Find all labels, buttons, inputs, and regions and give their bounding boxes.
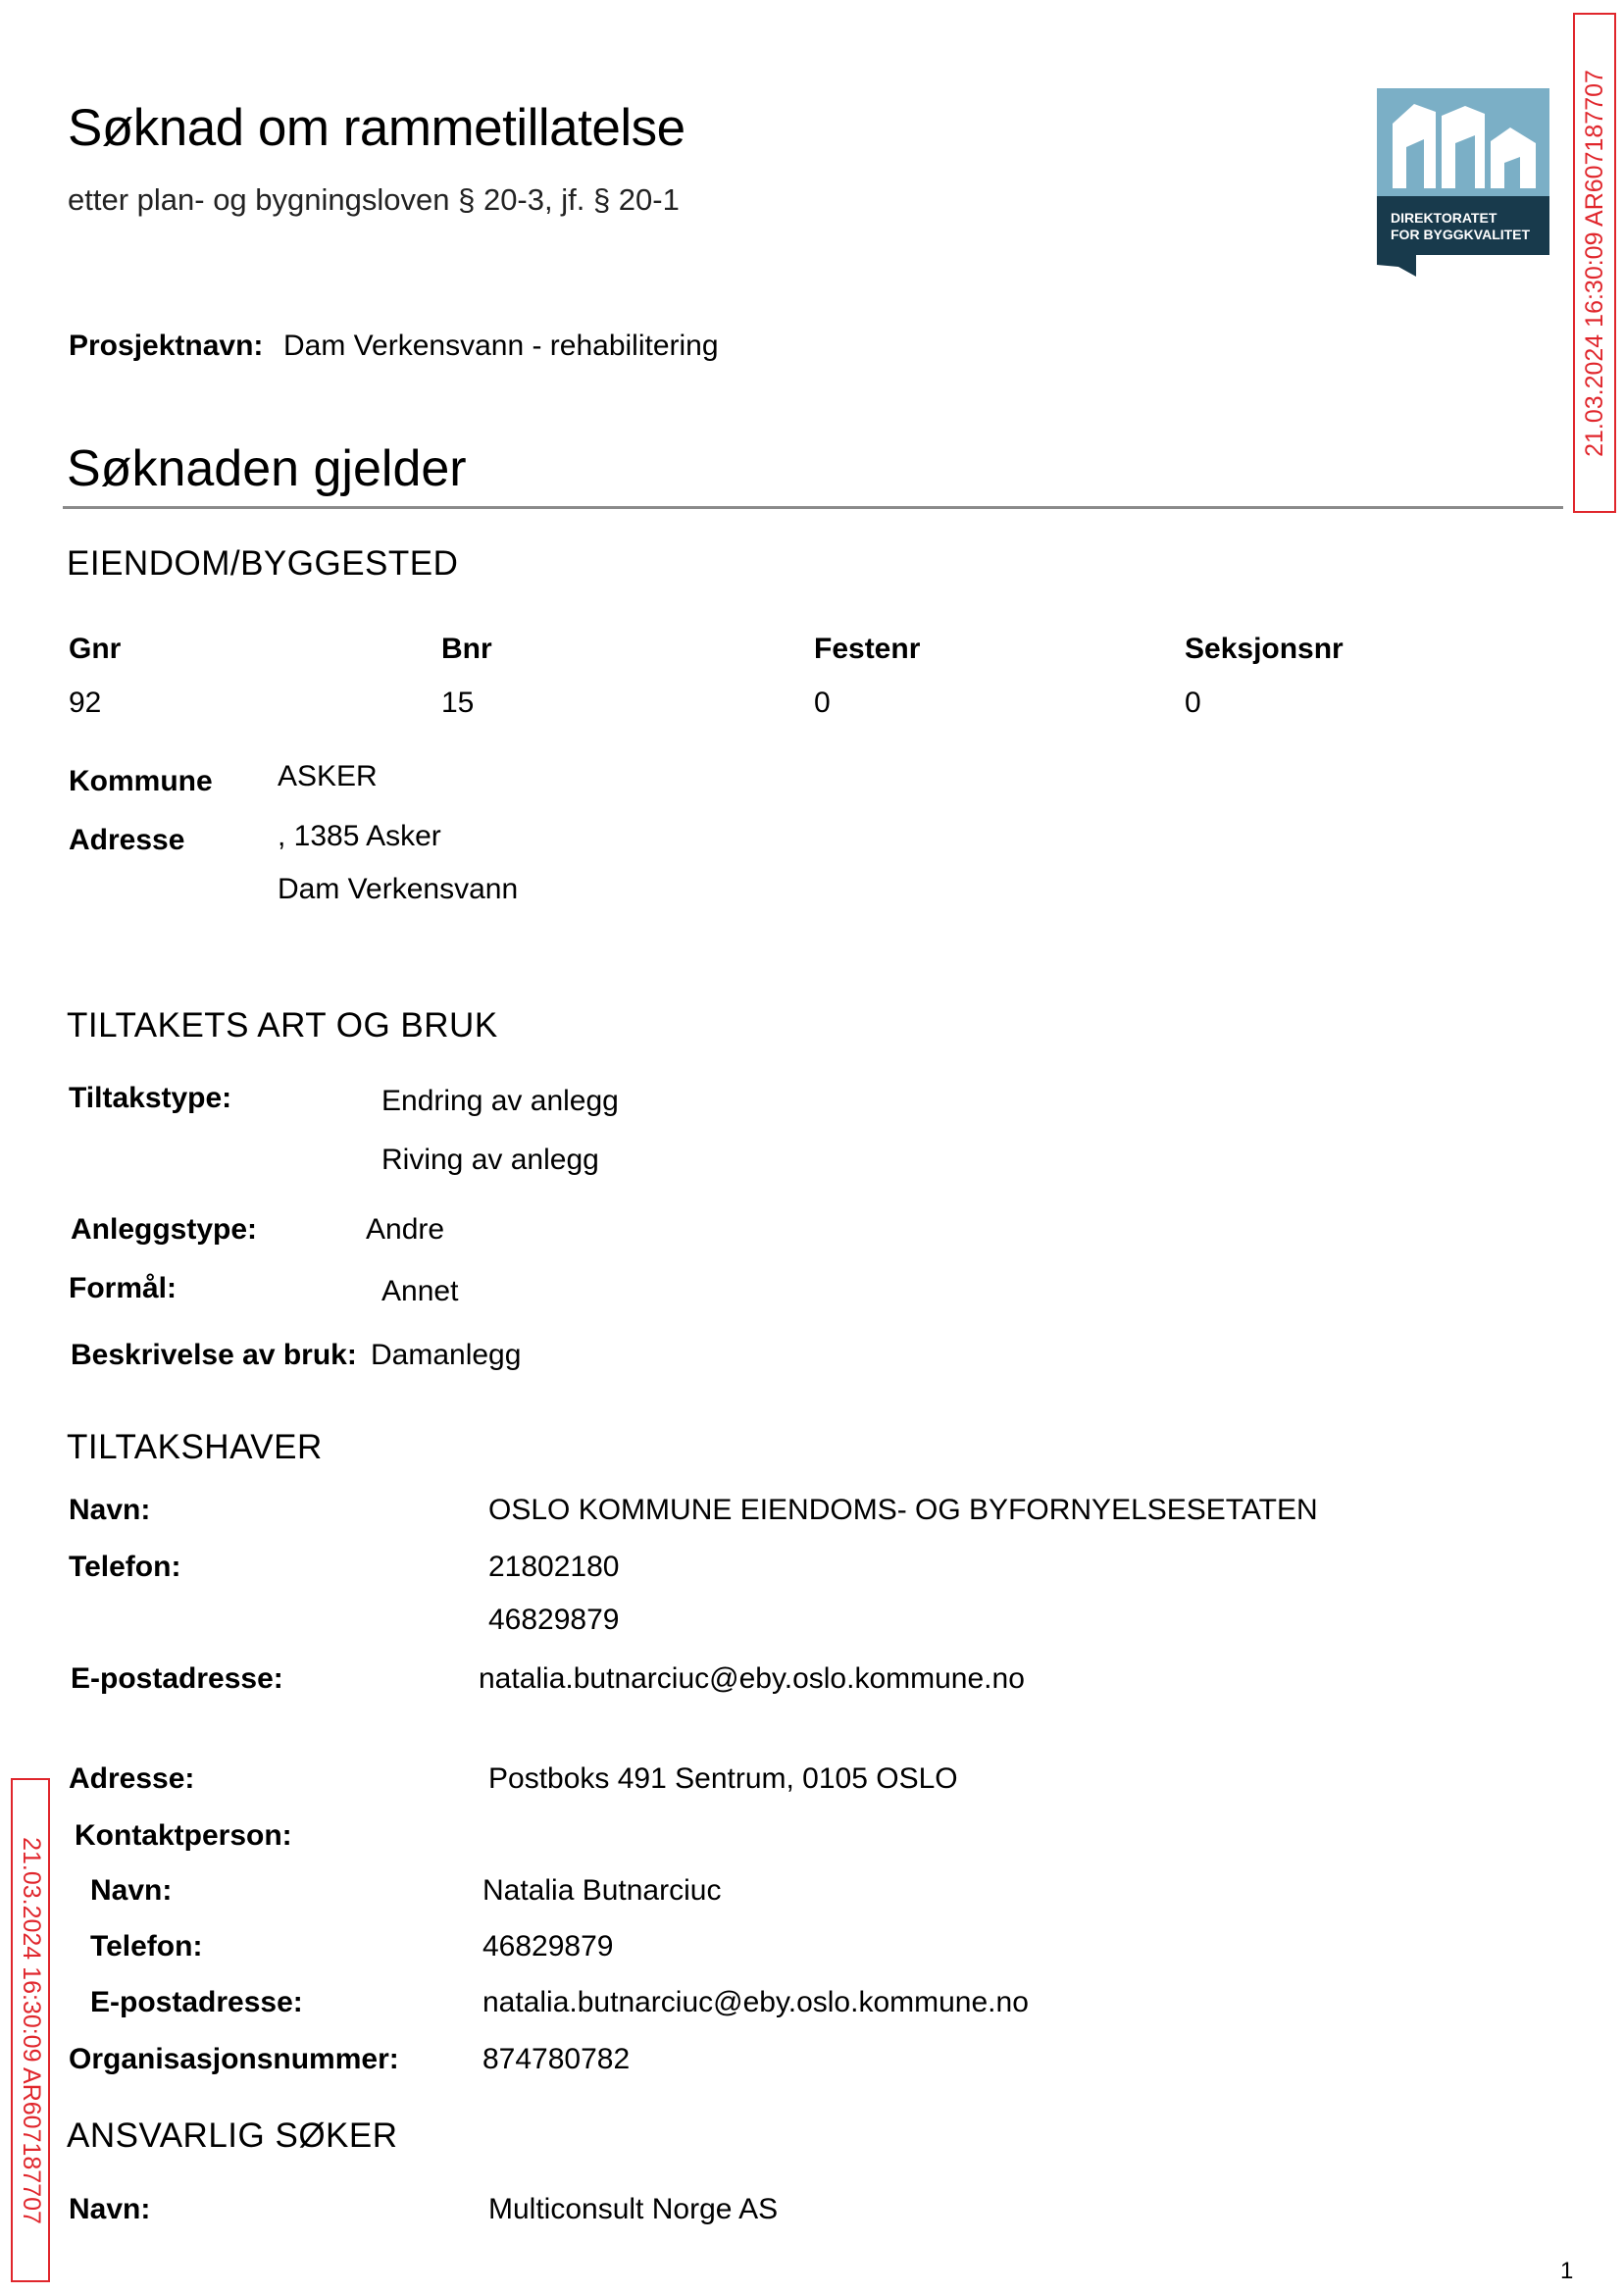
anleggstype-value: Andre [366,1213,445,1246]
beskrivelse-label: Beskrivelse av bruk: [71,1339,357,1371]
gnr-value: 92 [69,687,102,719]
timestamp-stamp-left [11,1778,50,2282]
seksjonsnr-value: 0 [1185,687,1201,719]
kommune-value: ASKER [278,760,378,792]
formal-value: Annet [381,1275,459,1307]
tiltakshaver-epost-value: natalia.butnarciuc@eby.oslo.kommune.no [479,1662,1025,1695]
festenr-value: 0 [814,687,831,719]
tiltakshaver-telefon-label: Telefon: [69,1551,181,1583]
tiltakshaver-navn-label: Navn: [69,1494,151,1526]
tiltakstype-value-2: Riving av anlegg [381,1144,599,1176]
dibk-logo [1377,88,1549,277]
document-subtitle: etter plan- og bygningsloven § 20-3, jf. § 20-1 [68,182,680,217]
kontaktperson-epost-label: E-postadresse: [90,1986,303,2018]
tiltakshaver-heading: TILTAKSHAVER [67,1428,323,1466]
kontaktperson-label: Kontaktperson: [75,1819,292,1852]
beskrivelse-value: Damanlegg [371,1339,522,1371]
tiltakshaver-adresse-label: Adresse: [69,1762,195,1795]
logo-line-1: DIREKTORATET [1391,210,1497,226]
tiltakshaver-navn-value: OSLO KOMMUNE EIENDOMS- OG BYFORNYELSESETATEN [488,1494,1318,1526]
kontaktperson-epost-value: natalia.butnarciuc@eby.oslo.kommune.no [482,1986,1029,2018]
formal-label: Formål: [69,1272,178,1304]
timestamp-stamp-left-text: 21.03.2024 16:30:09 AR607187707 [17,1836,45,2224]
tiltakshaver-adresse-value: Postboks 491 Sentrum, 0105 OSLO [488,1762,958,1795]
tiltakshaver-telefon-value-1: 21802180 [488,1551,620,1583]
gnr-label: Gnr [69,633,122,665]
section-divider [63,506,1563,509]
document-title: Søknad om rammetillatelse [68,99,685,157]
orgnr-label: Organisasjonsnummer: [69,2043,399,2075]
ansvarlig-navn-label: Navn: [69,2193,151,2225]
logo-line-2: FOR BYGGKVALITET [1391,227,1531,242]
timestamp-stamp-top-text: 21.03.2024 16:30:09 AR607187707 [1580,69,1608,457]
tiltakstype-value-1: Endring av anlegg [381,1085,619,1117]
eiendom-heading: EIENDOM/BYGGESTED [67,544,459,583]
ansvarlig-soker-heading: ANSVARLIG SØKER [67,2116,398,2155]
tiltakshaver-telefon-value-2: 46829879 [488,1604,620,1636]
bnr-label: Bnr [441,633,492,665]
adresse-line-1: , 1385 Asker [278,820,441,852]
kontaktperson-telefon-value: 46829879 [482,1930,614,1963]
page-number: 1 [1560,2258,1574,2284]
tiltak-heading: TILTAKETS ART OG BRUK [67,1006,498,1045]
bnr-value: 15 [441,687,475,719]
tiltakshaver-epost-label: E-postadresse: [71,1662,283,1695]
orgnr-value: 874780782 [482,2043,631,2075]
kommune-label: Kommune [69,765,213,797]
adresse-line-2: Dam Verkensvann [278,873,519,905]
festenr-label: Festenr [814,633,921,665]
kontaktperson-navn-value: Natalia Butnarciuc [482,1874,722,1907]
adresse-label: Adresse [69,824,185,856]
tiltakstype-label: Tiltakstype: [69,1082,232,1114]
timestamp-stamp-top [1573,13,1616,513]
seksjonsnr-label: Seksjonsnr [1185,633,1344,665]
ansvarlig-navn-value: Multiconsult Norge AS [488,2193,779,2225]
dibk-logo-graphic [1377,88,1549,277]
project-name-value: Dam Verkensvann - rehabilitering [283,330,719,362]
kontaktperson-telefon-label: Telefon: [90,1930,203,1963]
anleggstype-label: Anleggstype: [71,1213,258,1246]
project-name-label: Prosjektnavn: [69,330,264,362]
section-title: Søknaden gjelder [67,440,467,497]
kontaktperson-navn-label: Navn: [90,1874,173,1907]
